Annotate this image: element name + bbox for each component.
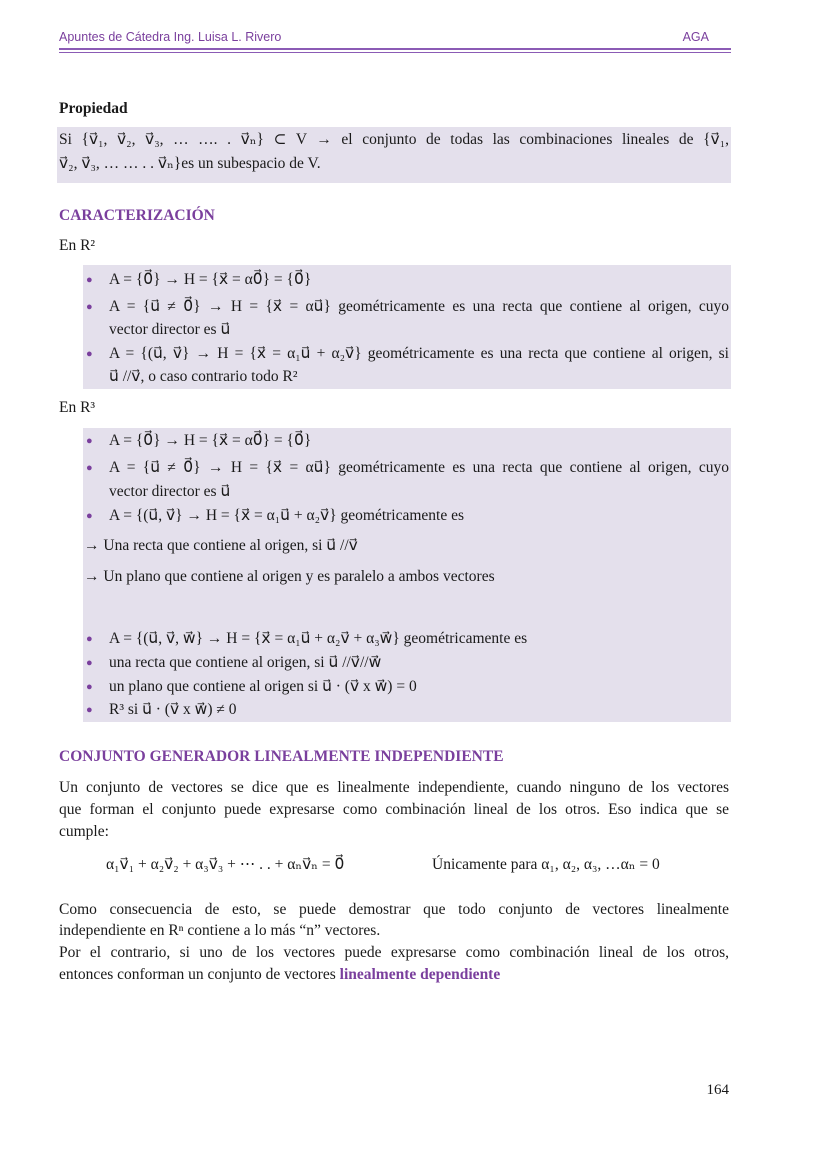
r3-arrow-1: → Una recta que contiene al origen, si u⃗ //v⃗ — [84, 537, 358, 554]
propiedad-line-2: v⃗₂, v⃗₃, … … . . v⃗ₙ}es un subespacio de V. — [59, 155, 321, 172]
r3-item-6: un plano que contiene al origen si u⃗ · (v⃗ x w⃗) = 0 — [109, 678, 417, 695]
r3-arrow-2: → Un plano que contiene al origen y es paralelo a ambos vectores — [84, 568, 495, 585]
propiedad-line-1: Si {v⃗₁, v⃗₂, v⃗₃, … …. . v⃗ₙ} ⊂ V → el conjunto de todas las combinaciones lineales de {v⃗₁, — [59, 131, 729, 148]
bullet-icon: ● — [86, 462, 93, 474]
conjunto-title: CONJUNTO GENERADOR LINEALMENTE INDEPENDIENTE — [59, 748, 504, 765]
r3-item-2: A = {u⃗ ≠ 0⃗} → H = {x⃗ = αu⃗} geométricamente es una recta que contiene al origen, cuyo — [109, 459, 729, 476]
bullet-icon: ● — [86, 657, 93, 669]
r3-item-4: A = {(u⃗, v⃗, w⃗} → H = {x⃗ = α₁u⃗ + α₂v⃗ + α₃w⃗} geométricamente es — [109, 630, 528, 647]
r2-item-1: A = {0⃗} → H = {x⃗ = α0⃗} = {0⃗} — [109, 271, 312, 288]
bullet-icon: ● — [86, 510, 93, 522]
r3-item-2-cont: vector director es u⃗ — [109, 483, 231, 500]
conjunto-p2-line-2: independiente en Rⁿ contiene a lo más “n” vectores. — [59, 922, 381, 939]
conjunto-p3-line-1: Por el contrario, si uno de los vectores puede expresarse como combinación lineal de los otros, — [59, 944, 729, 961]
conjunto-p2-line-1: Como consecuencia de esto, se puede demostrar que todo conjunto de vectores linealmente — [59, 901, 729, 918]
r3-label: En R³ — [59, 399, 96, 416]
conjunto-p1-line-3: cumple: — [59, 823, 109, 840]
header-course: AGA — [682, 30, 709, 44]
bullet-icon: ● — [86, 274, 93, 286]
conjunto-p1-line-1: Un conjunto de vectores se dice que es linealmente independiente, cuando ninguno de los vectores — [59, 779, 729, 796]
bullet-icon: ● — [86, 633, 93, 645]
conjunto-p1-line-2: que forman el conjunto puede expresarse como combinación lineal de los otros. Eso indica que se — [59, 801, 729, 818]
r2-item-2-cont: vector director es u⃗ — [109, 321, 231, 338]
bullet-icon: ● — [86, 435, 93, 447]
r2-label: En R² — [59, 237, 96, 254]
page-number: 164 — [706, 1082, 729, 1098]
page-header — [59, 30, 731, 50]
bullet-icon: ● — [86, 681, 93, 693]
li-equation-note: Únicamente para α₁, α₂, α₃, …αₙ = 0 — [432, 856, 660, 873]
header-rule-thin — [59, 52, 731, 53]
r2-item-3-cont: u⃗ //v⃗, o caso contrario todo R² — [109, 368, 298, 385]
bullet-icon: ● — [86, 301, 93, 313]
r3-item-7: R³ si u⃗ · (v⃗ x w⃗) ≠ 0 — [109, 701, 237, 718]
conjunto-p3-line-2 — [59, 965, 500, 985]
header-author: Apuntes de Cátedra Ing. Luisa L. Rivero — [59, 30, 282, 44]
header-rule — [59, 48, 731, 50]
r3-item-3: A = {(u⃗, v⃗} → H = {x⃗ = α₁u⃗ + α₂v⃗} geométricamente es — [109, 507, 465, 524]
r2-item-3: A = {(u⃗, v⃗} → H = {x⃗ = α₁u⃗ + α₂v⃗} geométricamente es una recta que contiene al origen, si — [109, 345, 729, 362]
r3-item-5: una recta que contiene al origen, si u⃗ //v⃗//w⃗ — [109, 654, 382, 671]
conjunto-p3-line-2-text: entonces conforman un conjunto de vectores — [59, 966, 340, 983]
bullet-icon: ● — [86, 704, 93, 716]
propiedad-title: Propiedad — [59, 100, 128, 117]
li-equation: α₁v⃗₁ + α₂v⃗₂ + α₃v⃗₃ + ⋯ . . + αₙv⃗ₙ = 0⃗ — [106, 856, 345, 873]
caracterizacion-title: CARACTERIZACIÓN — [59, 207, 215, 224]
r2-item-2: A = {u⃗ ≠ 0⃗} → H = {x⃗ = αu⃗} geométricamente es una recta que contiene al origen, cuyo — [109, 298, 729, 315]
r3-item-1: A = {0⃗} → H = {x⃗ = α0⃗} = {0⃗} — [109, 432, 312, 449]
bullet-icon: ● — [86, 348, 93, 360]
linealmente-dependiente-term: linealmente dependiente — [339, 966, 501, 983]
